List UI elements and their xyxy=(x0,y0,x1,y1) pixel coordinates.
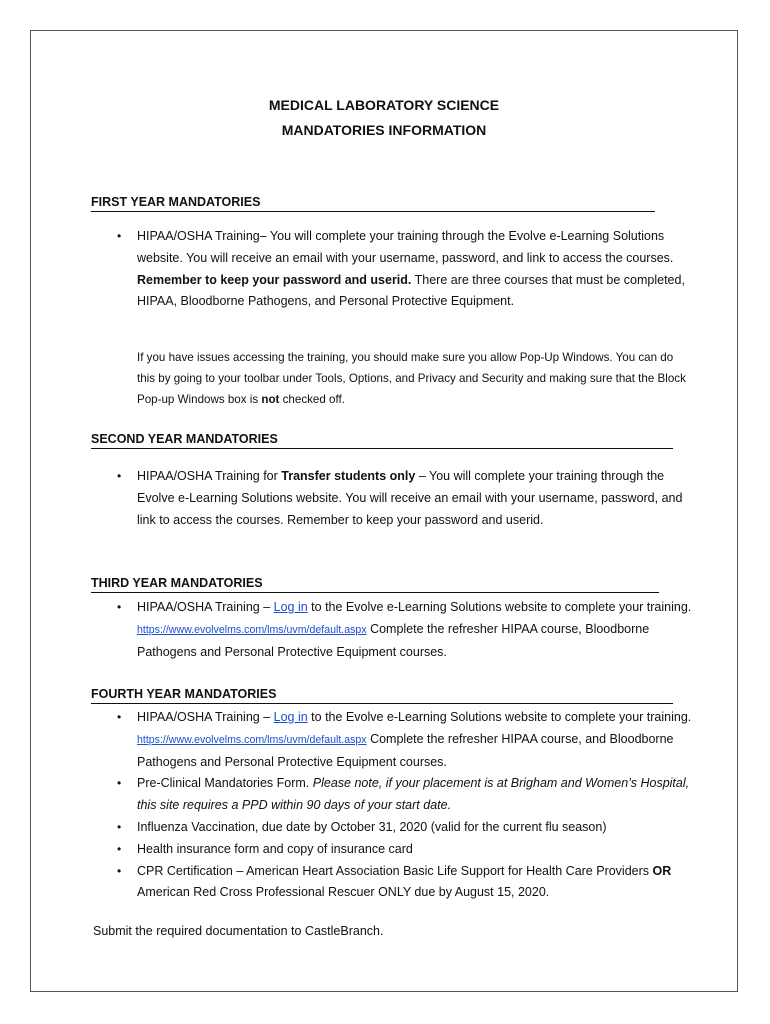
document-title-line1: MEDICAL LABORATORY SCIENCE xyxy=(268,97,500,113)
third-year-heading: THIRD YEAR MANDATORIES xyxy=(91,576,659,593)
popup-note-paragraph: If you have issues accessing the training, you should make sure you allow Pop-Up Windows. You can do this by going to your toolbar under Tools, Options, and Privacy and Security and making sure that the Block Pop-up Windows box is not checked off. xyxy=(137,351,686,406)
list-item: • HIPAA/OSHA Training for Transfer students only – You will complete your training through the Evolve e-Learning Solutions website. You will receive an email with your username, password, and link to access the courses. Remember to keep your password and userid. xyxy=(117,466,697,531)
evolve-url-link[interactable]: https://www.evolvelms.com/lms/uvm/default.aspx xyxy=(137,733,367,746)
fourth-year-heading: FOURTH YEAR MANDATORIES xyxy=(91,687,673,704)
log-in-link[interactable]: Log in xyxy=(273,600,308,614)
list-item: • CPR Certification – American Heart Association Basic Life Support for Health Care Providers OR American Red Cross Professional Rescuer ONLY due by August 15, 2020. xyxy=(117,861,697,905)
third-year-list xyxy=(117,597,697,663)
evolve-url-link[interactable]: https://www.evolvelms.com/lms/uvm/default.aspx xyxy=(137,623,367,636)
document-page xyxy=(30,30,738,992)
list-item: • Health insurance form and copy of insurance card xyxy=(117,839,697,861)
fourth-year-list xyxy=(117,707,697,904)
list-item: • HIPAA/OSHA Training – Log in to the Evolve e-Learning Solutions website to complete your training. https://www.evolvelms.com/lms/uvm/default.aspx Complete the refresher HIPAA course, and Bloodborne Pathogens and Personal Protective Equipment courses. xyxy=(117,707,697,773)
list-item: • Influenza Vaccination, due date by October 31, 2020 (valid for the current flu season) xyxy=(117,817,697,839)
first-year-list xyxy=(117,226,697,313)
first-year-heading: FIRST YEAR MANDATORIES xyxy=(91,195,655,212)
document-title-line2: MANDATORIES INFORMATION xyxy=(281,122,487,138)
list-item: • HIPAA/OSHA Training – Log in to the Evolve e-Learning Solutions website to complete your training. https://www.evolvelms.com/lms/uvm/default.aspx Complete the refresher HIPAA course, Bloodborne Pathogens and Personal Protective Equipment courses. xyxy=(117,597,697,663)
second-year-heading: SECOND YEAR MANDATORIES xyxy=(91,432,673,449)
second-year-list xyxy=(117,466,697,531)
log-in-link[interactable]: Log in xyxy=(273,710,308,724)
footer-note: Submit the required documentation to CastleBranch. xyxy=(93,924,384,938)
list-item: • Pre-Clinical Mandatories Form. Please note, if your placement is at Brigham and Women’s Hospital, this site requires a PPD within 90 days of your start date. xyxy=(117,773,697,817)
list-item: • HIPAA/OSHA Training– You will complete your training through the Evolve e-Learning Solutions website. You will receive an email with your username, password, and link to access the courses. Remember to keep your password and userid. There are three courses that must be completed, HIPAA, Bloodborne Pathogens, and Personal Protective Equipment. xyxy=(117,226,697,313)
